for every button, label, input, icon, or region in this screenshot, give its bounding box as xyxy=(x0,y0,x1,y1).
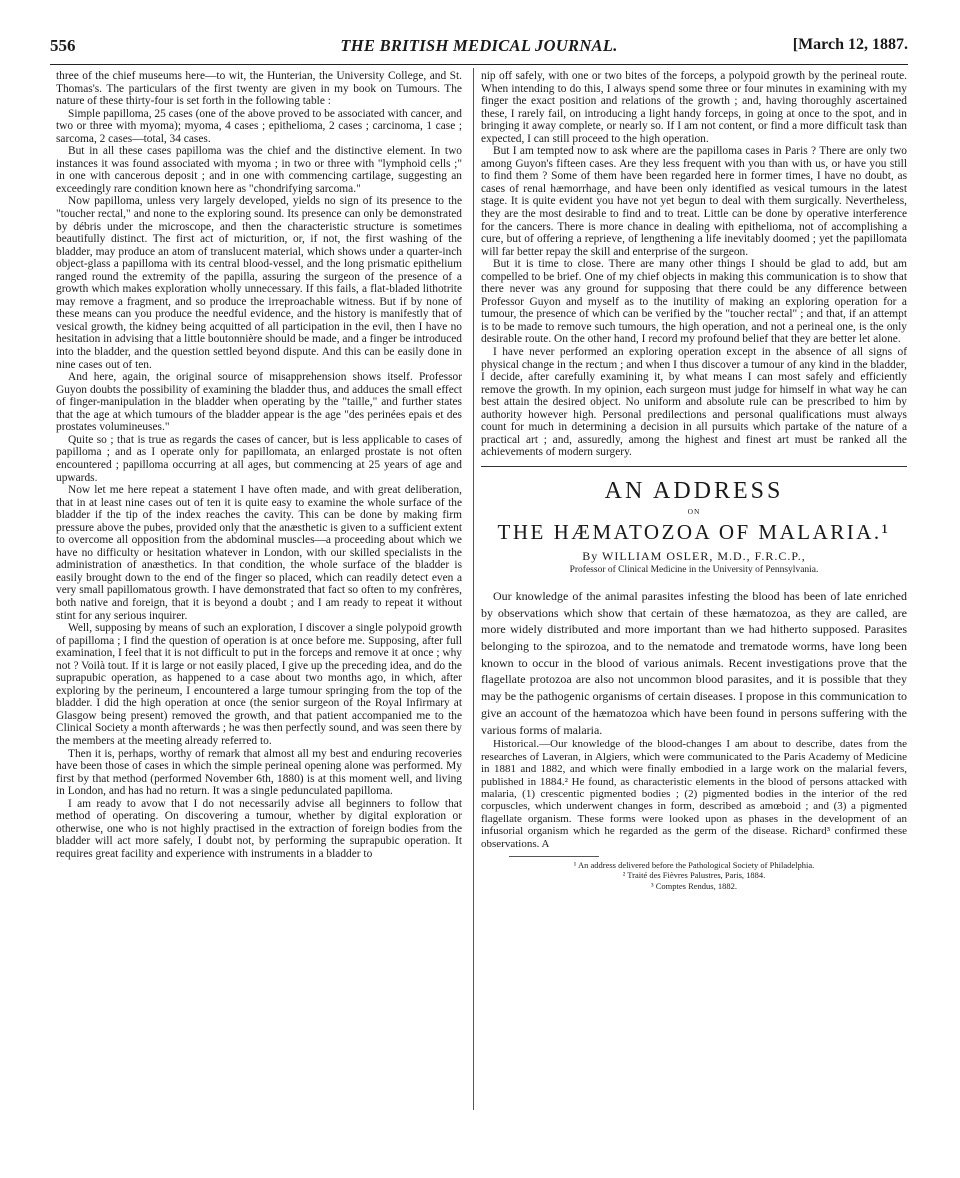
paragraph: Now let me here repeat a statement I have often made, and with great deliberation, that in at least nine cases out of ten it is quite easy to examine the whole surface of the bladder if the tip of the index reaches the cavity. This can be done by making firm pressure above the pubes, provided only that the anæsthetic is given to a sufficient extent to overcome all opposition from the abdominal muscles—a proceeding about which we have no difficulty or hesitation whatever in London, with our skilled specialists in the administration of anæsthetics. In that condition, the whole surface of the bladder is easily brought down to the end of the finger so placed, which can readily detect even a very small papillomatous growth. I have demonstrated that fact so often to my confrères, both native and foreign, that it is beyond a doubt ; and I am ready to repeat it without stint for any serious inquirer. xyxy=(56,484,462,622)
author-byline: By WILLIAM OSLER, M.D., F.R.C.P., xyxy=(582,548,806,563)
page-number: 556 xyxy=(50,36,76,55)
paragraph: Then it is, perhaps, worthy of remark that almost all my best and enduring recoveries have been those of cases in which the simple perineal opening alone was performed. My first by that method (performed November 6th, 1880) is at this moment well, and living in London, and has had no return. It was a single pedunculated papilloma. xyxy=(56,747,462,798)
paragraph: nip off safely, with one or two bites of the forceps, a polypoid growth by the perineal route. When intending to do this, I always spend some three or four minutes in examining with my finger the exact position and relations of the growth ; and, having thoroughly ascertained these, I rarely fail, on introducing a light handy forceps, in going at once to the spot, and in bringing it away complete, or nearly so. If I am not content, or find a more difficult task than expected, I can still proceed to the high operation. xyxy=(481,70,907,145)
author-affiliation: Professor of Clinical Medicine in the University of Pennsylvania. xyxy=(569,564,819,575)
paragraph: I am ready to avow that I do not necessarily advise all beginners to follow that method of operating. On discovering a tumour, whether by digital exploration or otherwise, one who is not highly practised in the extraction of foreign bodies from the bladder will act more safely, I doubt not, by performing the suprapubic operation. It requires great facility and experience with instruments in a bladder to xyxy=(56,797,462,860)
paragraph: Our knowledge of the animal parasites infesting the blood has been of late enriched by observations which show that certain of these hæmatozoa, as they are called, are more widely distributed and more important than we had hitherto supposed. Parasites belonging to the spirozoa, and to the nematode and trematode worms, have long been known to occur in the blood of various animals. Recent investigations prove that the flagellate protozoa are also not uncommon blood parasites, and it is possible that they may be the pathogenic organisms of certain diseases. I propose in this communication to give an account of the hæmatozoa which have been found in persons suffering with the various forms of malaria. xyxy=(481,588,907,737)
paragraph: three of the chief museums here—to wit, the Hunterian, the University College, and St. Thomas's. The particulars of the first twenty are given in my book on Tumours. The nature of these thirty-four is set forth in the following table : xyxy=(56,70,462,108)
paragraph: Well, supposing by means of such an exploration, I discover a single polypoid growth of papilloma ; I find the question of operation is at once before me. Supposing, after full examination, I feel that it is not difficult to put in the forceps and remove it at once ; why not ? Voilà tout. If it is large or not easily placed, I give up the preceding idea, and do the suprapubic operation, as happened to a case about two months ago, in which, after exploring by the perineum, I encountered a large tumour springing from the top of the bladder. I did the high operation at once (the senior surgeon of the Royal Infirmary at Glasgow being present) removed the growth, and that patient accompanied me to the Clinical Society a month afterwards ; he was then perfectly sound, and was seen there by the members at the meeting already referred to. xyxy=(56,622,462,747)
footnote: ¹ An address delivered before the Pathological Society of Philadelphia. xyxy=(573,859,815,870)
paragraph: But it is time to close. There are many other things I should be glad to add, but am compelled to be brief. One of my chief objects in making this communication is to show that there never was any ground for supposing that there could be any difference between Professor Guyon and myself as to the inutility of making an exploring operation for a tumour, the presence of which can be verified by the "toucher rectal" ; and that, if an attempt is to be made to remove such tumours, the high operation, and not a perineal one, is the only desirable route. On the other hand, I record my profound belief that they are better let alone. xyxy=(481,258,907,346)
footnote-rule xyxy=(509,856,599,857)
address-body xyxy=(481,588,907,738)
footnote: ³ Comptes Rendus, 1882. xyxy=(651,880,737,891)
left-column xyxy=(56,70,462,1110)
page-header xyxy=(50,36,908,62)
address-title: AN ADDRESS xyxy=(604,477,784,504)
section-separator xyxy=(481,466,907,467)
paragraph: But I am tempted now to ask where are the papilloma cases in Paris ? There are only two among Guyon's fifteen cases. Are they less frequent with you than with us, or have you still to find them ? Some of them have been regarded here in former times, I have no doubt, as cases of renal hæmorrhage, and have been only identified as vesical tumours in the latest stage. It is quite evident you have not yet begun to deal with them surgically. Nevertheless, they are the most desirable to find and to treat. Little can be done by operative interference for the cancers. There is more chance in dealing with epithelioma, not of accomplishing a cure, but of offering a reprieve, of lengthening a life inevitably doomed ; yet the papillomata will far better repay the skill and enterprise of the surgeon. xyxy=(481,145,907,258)
address-subtitle: THE HÆMATOZOA OF MALARIA.¹ xyxy=(497,519,891,544)
paragraph: Historical.—Our knowledge of the blood-changes I am about to describe, dates from the researches of Laveran, in Algiers, which were communicated to the Paris Academy of Medicine in 1881 and 1882, and which were finally embodied in a large work on the malarial fevers, published in 1884.² He found, as characteristic elements in the blood of persons attacked with malaria, (1) crescentic pigmented bodies ; (2) pigmented bodies in the interior of the red corpuscles, which underwent changes in form, described as amœboid ; and (3) a pigmented flagellate organism. These forms were looked upon as phases in the development of an infusorial organism which he regarded as the germ of the disease. Richard³ confirmed these observations. A xyxy=(481,738,907,850)
header-rule xyxy=(50,64,908,65)
paragraph: Quite so ; that is true as regards the cases of cancer, but is less applicable to cases of papilloma ; and as I operate only for papillomata, an enlarged prostate is not often encountered ; papilloma occurring at all ages, but commencing at 25 years of age and upwards. xyxy=(56,433,462,484)
footnote: ² Traité des Fièvres Palustres, Paris, 1884. xyxy=(622,870,766,881)
paragraph: Now papilloma, unless very largely developed, yields no sign of its presence to the "toucher rectal," and none to the exploring sound. Its presence can only be demonstrated by débris under the microscope, and then the characteristic structure is sometimes beautifully distinct. The first act of micturition, or, if not, the first washing of the bladder, may produce an atom of translucent material, which shows under a quarter-inch object-glass a papilloma with its central blood-vessel, and the long prismatic epithelium ranged round the extremity of the papilla, assuring the surgeon of the presence of a growth which makes exploration wholly unnecessary. If this fails, a flat-bladed lithotrite may remove a fragment, and so produce the irreproachable witness. But if by none of these means can you produce the needful evidence, and the history is manifestly that of vesical growth, the kidney being acquitted of all participation in the evil, then I have no hesitation in advising that a little boutonnière should be made, and a finger be introduced into the bladder, and the question settled beyond dispute. And this can be easily done in nine cases out of ten. xyxy=(56,195,462,371)
issue-date: [March 12, 1887. xyxy=(792,36,908,53)
right-column xyxy=(481,70,907,1115)
paragraph: And here, again, the original source of misapprehension shows itself. Professor Guyon doubts the possibility of examining the bladder thus, and adduces the small effect of finger-manipulation in the bladder when operating by the "taille," and further states that the age at which tumours of the bladder appear is the age "des perinées epais et des prostates volumineuses." xyxy=(56,371,462,434)
address-title-on: ON xyxy=(687,506,701,516)
column-divider xyxy=(473,68,474,1110)
journal-title: THE BRITISH MEDICAL JOURNAL. xyxy=(340,36,618,55)
paragraph: Simple papilloma, 25 cases (one of the above proved to be associated with cancer, and two or three with myoma); myoma, 4 cases ; epithelioma, 2 cases ; carcinoma, 1 case ; sarcoma, 2 cases—total, 34 cases. xyxy=(56,107,462,145)
address-historical xyxy=(481,738,907,850)
paragraph: But in all these cases papilloma was the chief and the distinctive element. In two instances it was found associated with myoma ; in two or three with "lymphoid cells ;" in one with cancerous deposit ; and in one with commencing cartilage, suggesting an exceedingly rare condition known here as "chondrifying sarcoma." xyxy=(56,145,462,195)
paragraph: I have never performed an exploring operation except in the absence of all signs of physical change in the rectum ; and when I thus discover a tumour of any kind in the bladder, I decide, after carefully examining it, by what means I can most safely and efficiently remove the growth. In my opinion, each surgeon must judge for himself in what way he can best attain the desired object. No uniform and absolute rule can be prescribed to him by authority however high. Personal predilections and personal qualifications must always count for much in determining a decision in all pursuits which partake of the nature of a practical art ; and, assuredly, among the highest and finest art must be ranked all the achievements of modern surgery. xyxy=(481,346,907,459)
